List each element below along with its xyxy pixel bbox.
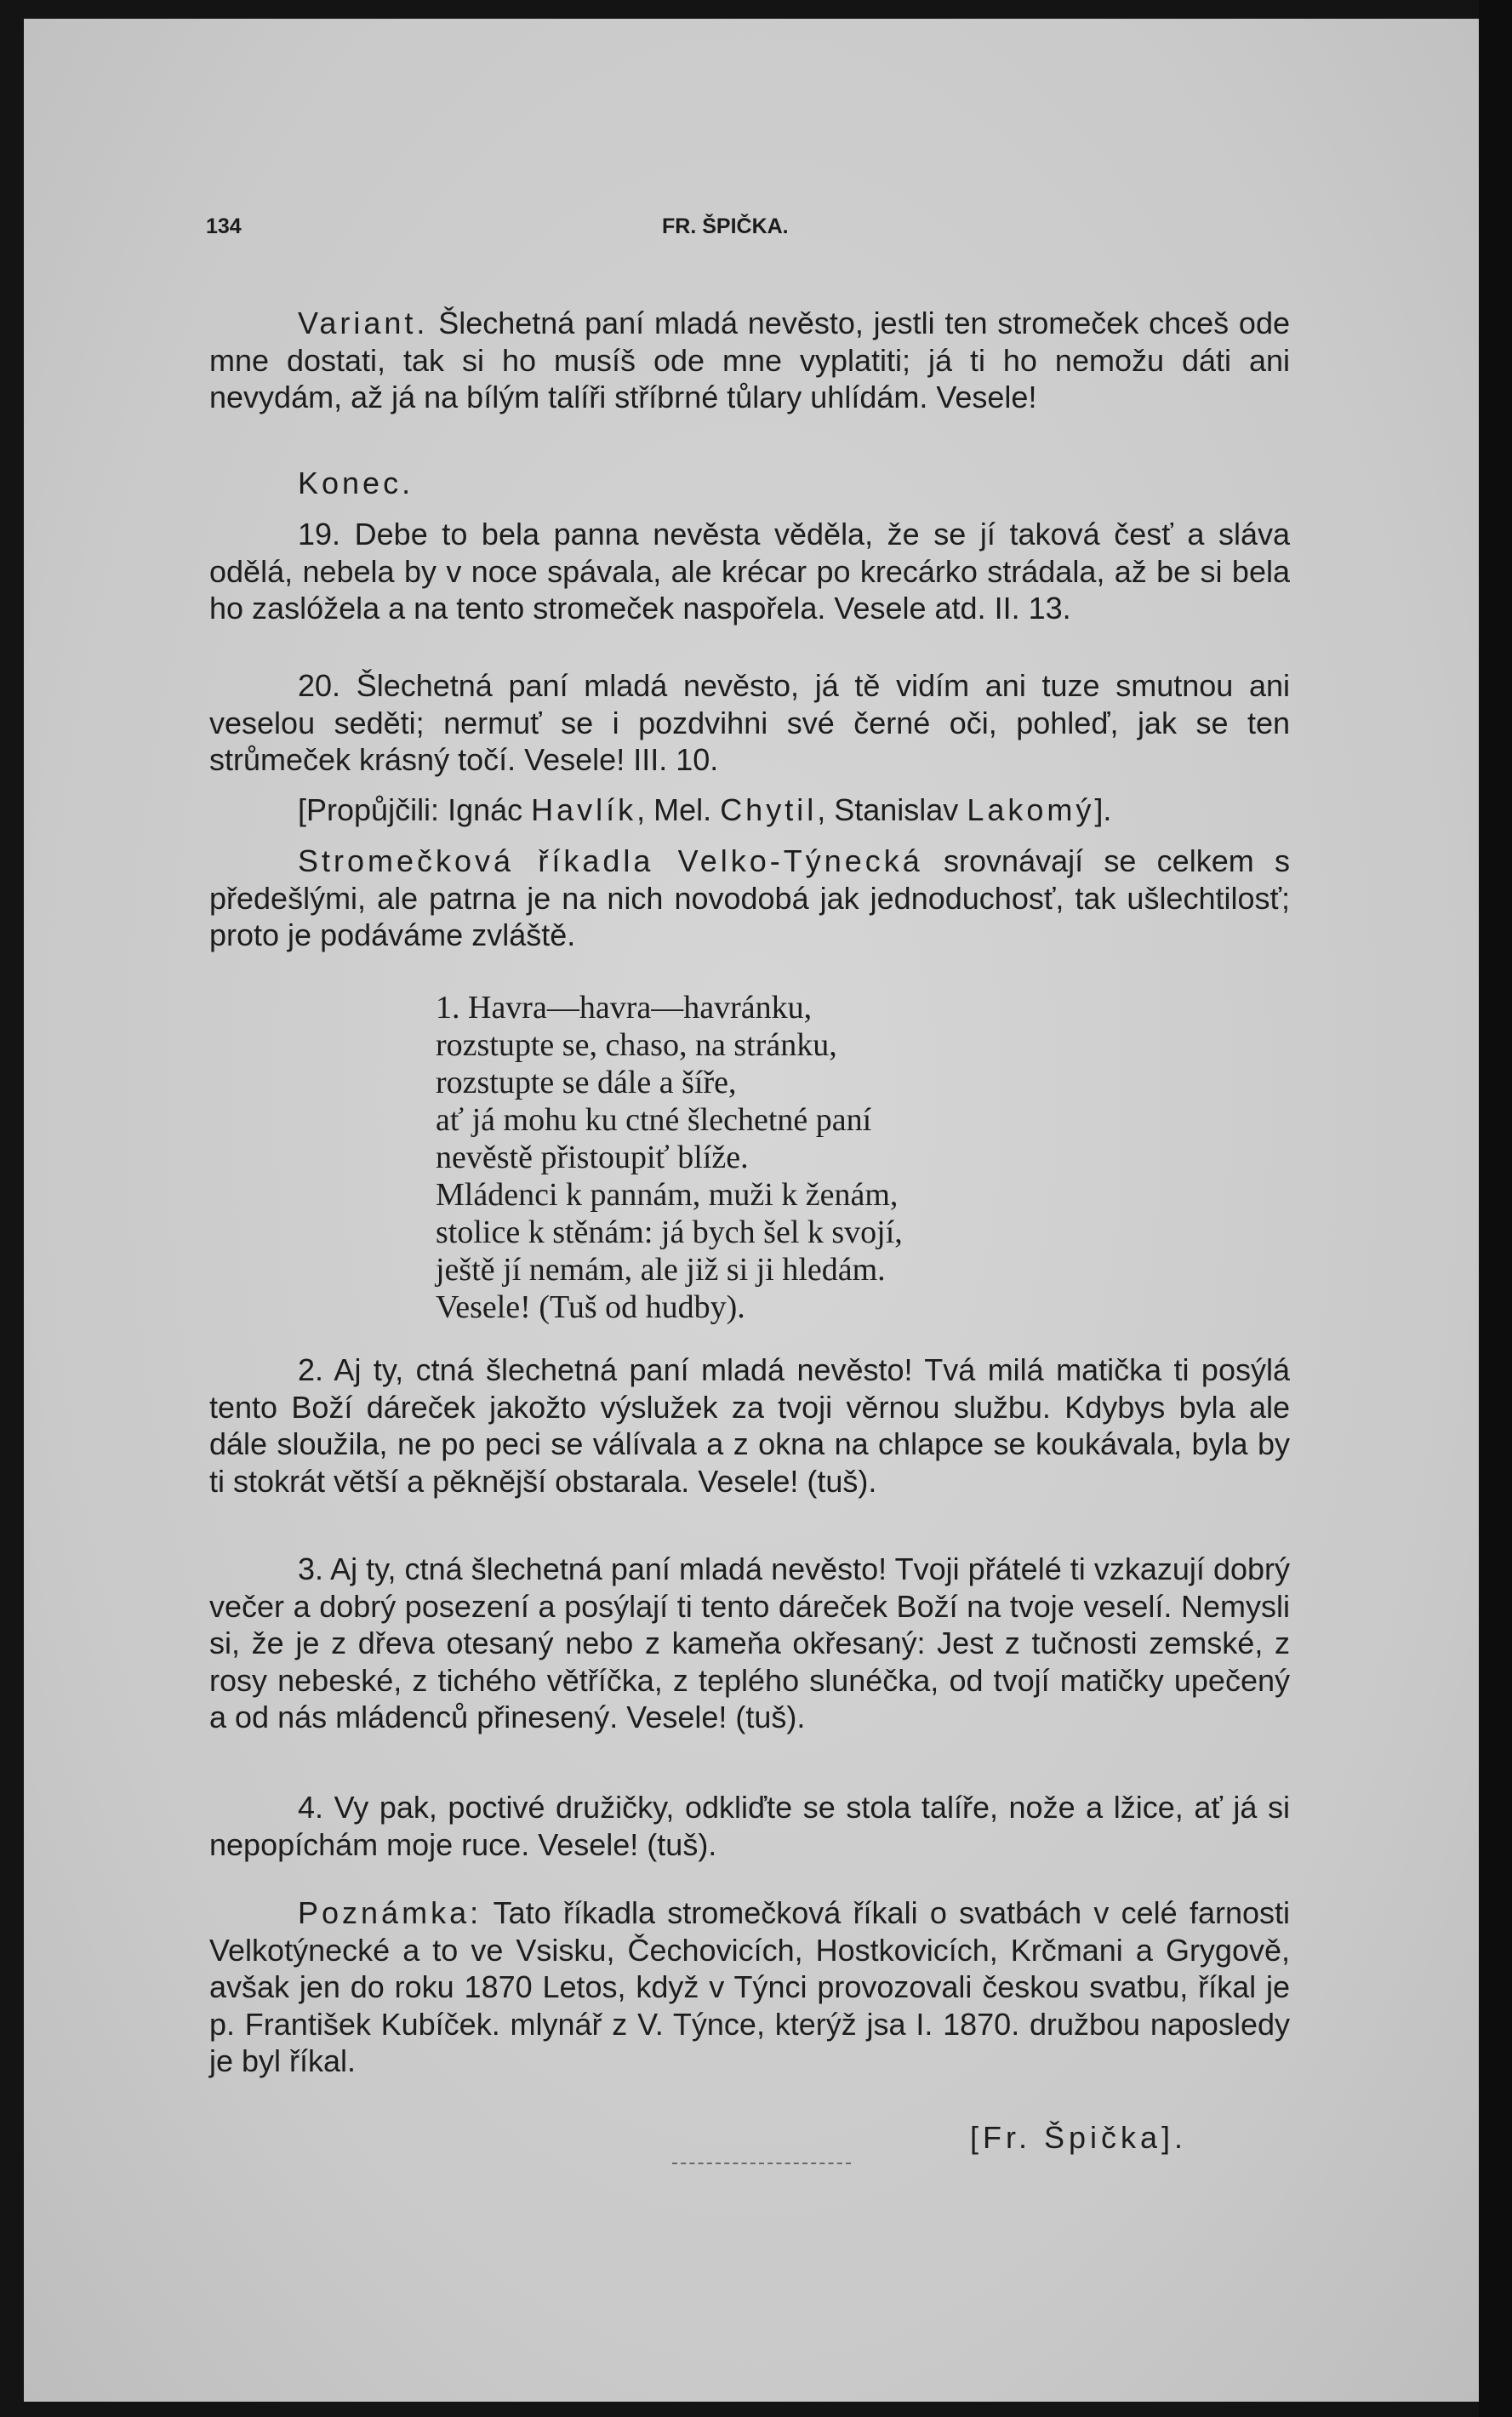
page-number: 134 — [206, 214, 242, 238]
note-label: Poznámka: — [298, 1895, 482, 1930]
note-paragraph — [209, 1894, 1290, 2080]
intro-label: Stromečková říkadla Velko-Týnecká — [298, 843, 923, 878]
variant-paragraph — [209, 305, 1290, 416]
poem-line: Mládenci k pannám, muži k ženám, — [436, 1177, 899, 1213]
variant-label: Variant. — [298, 306, 429, 340]
konec-label: Konec. — [298, 466, 414, 500]
end-rule — [672, 2163, 851, 2164]
signature: [Fr. Špička]. — [970, 2120, 1188, 2155]
lent-mid-1: , Mel. — [636, 792, 721, 827]
intro-paragraph — [209, 843, 1290, 954]
paragraph-4-text: 4. Vy pak, poctivé družičky, odkliďte se stola talíře, nože a lžice, ať já si nepopíchám moje ruce. Vesele! (tuš). — [209, 1790, 1290, 1862]
paragraph-20 — [209, 667, 1290, 779]
scan-edge — [1479, 0, 1512, 2417]
poem-line: ať já mohu ku ctné šlechetné paní — [436, 1102, 872, 1138]
intro-text: srovnávají se celkem s předešlými, ale patrna je na nich novodobá jak jednoduchosť, tak ušlechtilosť; proto je podáváme zvláště. — [209, 843, 1290, 952]
poem-line: rozstupte se dále a šíře, — [436, 1065, 737, 1100]
poem-line: ještě jí nemám, ale již si ji hledám. — [436, 1252, 886, 1288]
page-header — [206, 214, 1261, 249]
lent-name-havlik: Havlík — [531, 792, 637, 827]
variant-text: Šlechetná paní mladá nevěsto, jestli ten stromeček chceš ode mne dostati, tak si ho musíš ode mne vyplatiti; já ti ho nemožu dáti ani nevydám, až já na bílým talíři stříbrné tůlary uhlídám. Vesele! — [209, 306, 1290, 414]
poem-line: rozstupte se, chaso, na stránku, — [436, 1027, 837, 1063]
paragraph-3 — [209, 1551, 1290, 1736]
paragraph-2 — [209, 1351, 1290, 1500]
paragraph-20-text: 20. Šlechetná paní mladá nevěsto, já tě vidím ani tuze smutnou ani veselou seděti; nermuť se i pozdvihni své černé oči, pohleď, jak se ten strůmeček krásný točí. Vesele! III. 10. — [209, 668, 1290, 777]
lent-mid-2: , Stanislav — [817, 792, 967, 827]
lent-suffix: ]. — [1094, 792, 1112, 827]
lent-name-lakomy: Lakomý — [967, 792, 1095, 827]
lent-by-line — [209, 791, 1290, 829]
lent-name-chytil: Chytil — [720, 792, 818, 827]
lent-prefix: [Propůjčili: Ignác — [298, 792, 532, 827]
running-head: FR. ŠPIČKA. — [662, 214, 789, 238]
paragraph-19-text: 19. Debe to bela panna nevěsta věděla, že se jí taková česť a sláva odělá, nebela by v noce spávala, ale krécar po krecárko strádala, až be si bela ho zaslóžela a na tento stromeček naspořela. Vesele atd. II. 13. — [209, 517, 1290, 626]
paragraph-2-text: 2. Aj ty, ctná šlechetná paní mladá nevěsto! Tvá milá matička ti posýlá tento Boží dáreček jakožto výslužek za tvoji věrnou službu. Kdybys byla ale dále sloužila, ne po peci se válívala a z okna na chlapce se koukávala, byla by ti stokrát větší a pěknější obstarala. Vesele! (tuš). — [209, 1352, 1290, 1499]
paragraph-3-text: 3. Aj ty, ctná šlechetná paní mladá nevěsto! Tvoji přátelé ti vzkazují dobrý večer a dobrý posezení a posýlají ti tento dáreček Boží na tvoje veselí. Nemysli si, že je z dřeva otesaný nebo z kameňa okřesaný: Jest z tučnosti zemské, z rosy nebeské, z tichého větříčka, z teplého slunéčka, od tvojí matičky upečený a od nás mládenců přinesený. Vesele! (tuš). — [209, 1551, 1290, 1734]
konec-line — [209, 465, 1290, 502]
poem-line: stolice k stěnám: já bych šel k svojí, — [436, 1214, 903, 1250]
poem-line: 1. Havra—havra—havránku, — [436, 990, 813, 1026]
poem-line: Vesele! (Tuš od hudby). — [436, 1289, 745, 1325]
note-text: Tato říkadla stromečková říkali o svatbách v celé farnosti Velkotýnecké a to ve Vsisku, Čechovicích, Hostkovicích, Krčmani a Grygově, avšak jen do roku 1870 Letos, když v Týnci provozovali českou svatbu, říkal je p. František Kubíček. mlynář z V. Týnce, kterýž jsa I. 1870. družbou naposledy je byl říkal. — [209, 1895, 1290, 2078]
paragraph-4 — [209, 1789, 1290, 1863]
poem-stanza-1 — [436, 989, 1201, 1326]
paragraph-19 — [209, 516, 1290, 627]
poem-line: nevěstě přistoupiť blíže. — [436, 1140, 749, 1175]
